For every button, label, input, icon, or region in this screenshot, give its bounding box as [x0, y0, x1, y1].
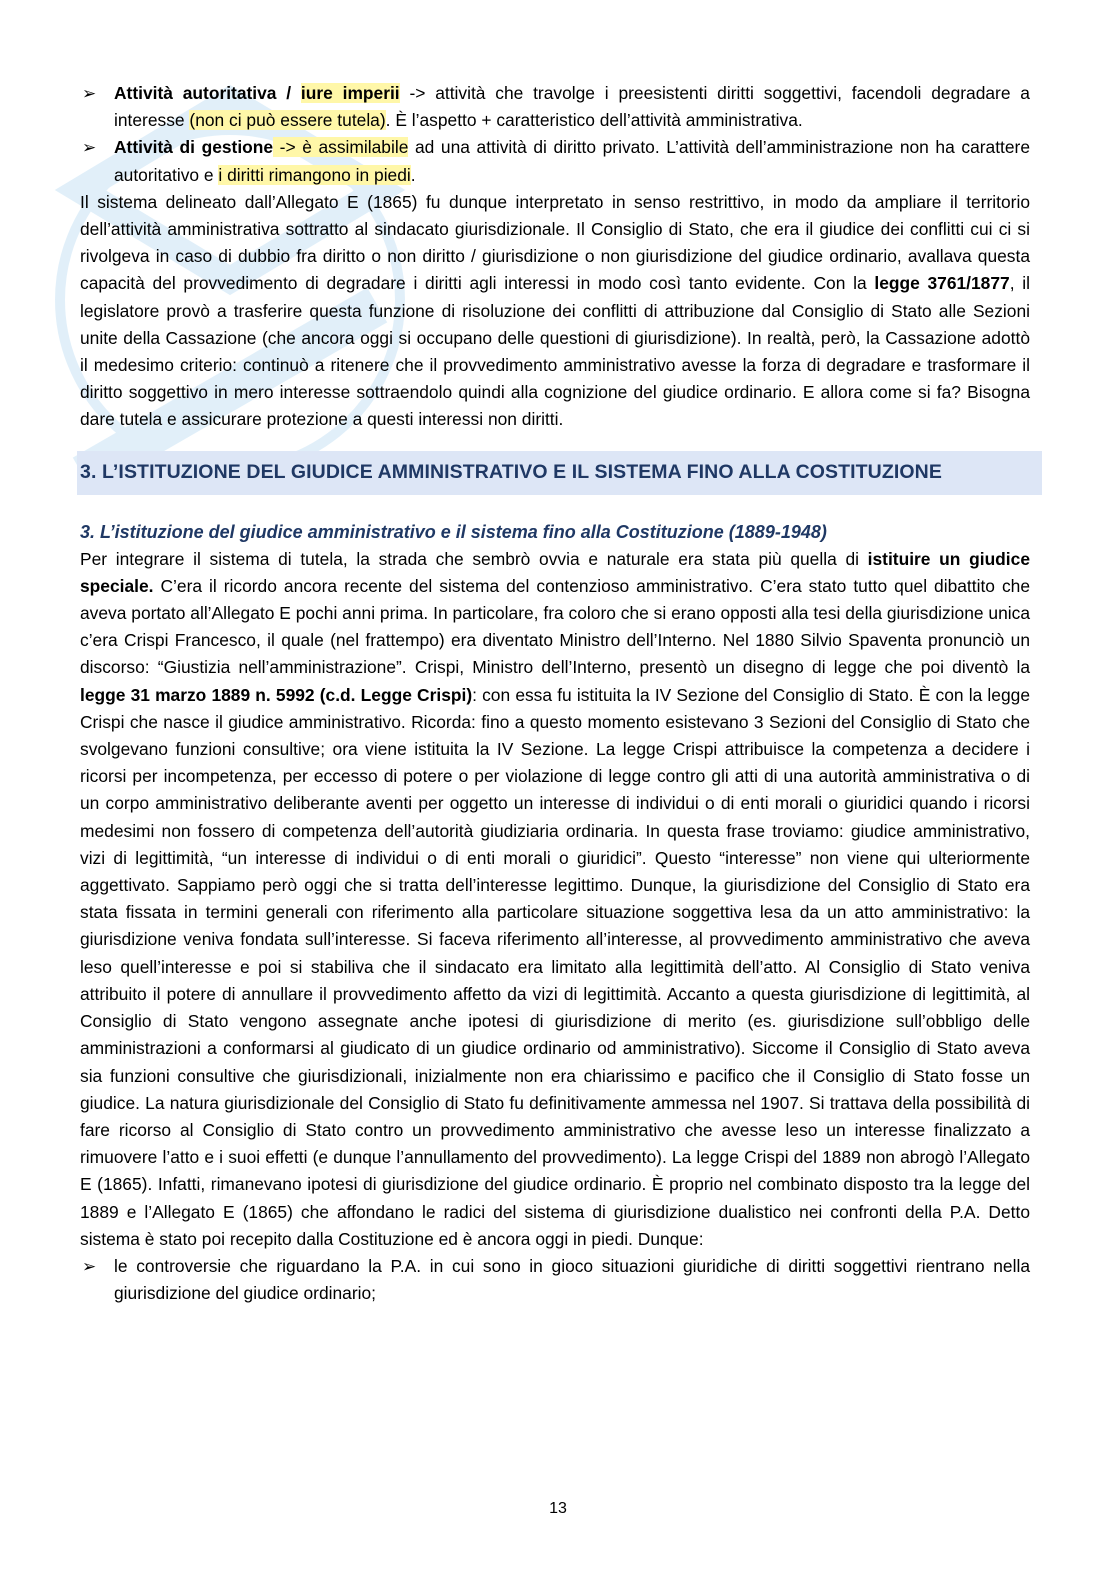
- bold-text: iure imperii: [300, 83, 400, 103]
- bold-text: Attività di gestione: [114, 137, 274, 158]
- text-run: -> attività che travolge i preesistenti diritti soggettivi, facendoli degradare a interesse: [114, 83, 1030, 131]
- text-run: i diritti rimangono in piedi: [218, 164, 411, 185]
- text-run: Per integrare il sistema di tutela, la strada che sembrò ovvia e naturale era stata più quella di: [80, 548, 868, 569]
- bold-text: Attività autoritativa /: [114, 83, 301, 103]
- text-run: le controversie che riguardano la P.A. in cui sono in gioco situazioni giuridiche di diritti soggettivi rientrano nella giurisdizione del giudice ordinario;: [114, 1255, 1030, 1304]
- text-run: Il sistema delineato dall’Allegato E (1865) fu dunque interpretato in senso restrittivo, in modo da ampliare il territorio dell’attività amministrativa sottratto al sindacato giurisdizionale. Il Consiglio di Stato, che era il giudice dei conflitti cui ci si rivolgeva in caso di dubbio fra diritto o non diritto / giurisdizione o non giurisdizione del giudice ordinario, avallava questa capacità del provvedimento di degradare i diritti agli interessi in modo così tanto evidente. Con la: [80, 191, 1030, 294]
- page-number: 13: [549, 1500, 567, 1517]
- section-heading: 3. L’ISTITUZIONE DEL GIUDICE AMMINISTRATIVO E IL SISTEMA FINO ALLA COSTITUZIONE: [80, 461, 942, 484]
- bold-text: legge 31 marzo 1889 n. 5992 (c.d. Legge Crispi): [80, 684, 473, 705]
- arrow-bullet-icon: ➢: [82, 1256, 97, 1276]
- text-run: . È l’aspetto + caratteristico dell’attività amministrativa.: [385, 110, 803, 131]
- section-subtitle: 3. L’istituzione del giudice amministrativo e il sistema fino alla Costituzione (1889-1948): [80, 521, 827, 542]
- bullet-item: [80, 1253, 1030, 1307]
- bullet-list-jurisdiction: [80, 1253, 1030, 1307]
- bullet-item: [80, 80, 1030, 134]
- paragraph-allegato-e: [80, 189, 1030, 434]
- text-run: : con essa fu istituita la IV Sezione del Consiglio di Stato. È con la legge Crispi che nasce il giudice amministrativo. Ricorda: fino a questo momento esistevano 3 Sezioni del Consiglio di Stato che svolgevano funzioni consultive; ora viene istituita la IV Sezione. La legge Crispi attribuisce la competenza a decidere i ricorsi per incompetenza, per eccesso di potere o per violazione di legge contro gli atti di una autorità amministrativa o di un corpo amministrativo deliberante aventi per oggetto un interesse di individui o di enti morali o giuridici quando i ricorsi medesimi non fossero di competenza dell’autorità giudiziaria ordinaria. In questa frase troviamo: giudice amministrativo, vizi di legittimità, “un interesse di individui o di enti morali o giuridici”. Questo “interesse” non viene qui ulteriormente aggettivato. Sappiamo però oggi che si tratta dell’interesse legittimo. Dunque, la giurisdizione del Consiglio di Stato era stata fissata in termini generali con riferimento alla particolare situazione soggettiva lesa da un atto amministrativo: la giurisdizione veniva fondata sull’interesse. Si faceva riferimento all’interesse, al provvedimento amministrativo che aveva leso quell’interesse e poi si stabiliva che il sindacato era limitato alla legittimità dell’atto. Al Consiglio di Stato veniva attribuito il potere di annullare il provvedimento affetto da vizi di legittimità. Accanto a questa giurisdizione di legittimità, al Consiglio di Stato vengono assegnate anche ipotesi di giurisdizione di merito (es. giurisdizione sull’obbligo delle amministrazioni a conformarsi al giudicato di un giudice ordinario od amministrativo). Siccome il Consiglio di Stato aveva sia funzioni consultive che giurisdizionali, inizialmente non era chiarissimo e pacifico che il Consiglio di Stato fosse un giudice. La natura giurisdizionale del Consiglio di Stato fu definitivamente ammessa nel 1907. Si trattava della possibilità di fare ricorso al Consiglio di Stato contro un provvedimento amministrativo che avesse leso un interesse finalizzato a rimuovere l’atto e i suoi effetti (e dunque l’annullamento del provvedimento). La legge Crispi del 1889 non abrogò l’Allegato E (1865). Infatti, rimanevano ipotesi di giurisdizione del giudice ordinario. È proprio nel combinato disposto tra la legge del 1889 e l’Allegato E (1865) che affondano le radici del sistema di giurisdizione dualistico nei confronti della P.A. Detto sistema è stato poi recepito dalla Costituzione ed è ancora oggi in piedi. Dunque:: [80, 684, 1030, 1249]
- text-run: (non ci può essere tutela): [189, 110, 386, 131]
- text-run: ad una attività di diritto privato. L’attività dell’amministrazione non ha carattere autoritativo e: [114, 137, 1030, 185]
- bold-text: istituire un giudice speciale.: [80, 548, 1030, 596]
- paragraph-legge-crispi: [80, 546, 1030, 1253]
- bullet-list-activity-types: [80, 80, 1030, 189]
- bullet-item: [80, 134, 1030, 188]
- text-run: -> è assimilabile: [273, 137, 409, 158]
- text-run: , il legislatore provò a trasferire questa funzione di risoluzione dei conflitti di attribuzione dal Consiglio di Stato alle Sezioni unite della Cassazione (che ancora oggi si occupano delle questioni di giurisdizione). In realtà, però, la Cassazione adottò il medesimo criterio: continuò a ritenere che il provvedimento amministrativo avesse la forza di degradare e trasformare il diritto soggettivo in mero interesse sottraendolo quindi alla cognizione del giudice ordinario. E allora come si fa? Bisogna dare tutela e assicurare protezione a questi interessi non diritti.: [80, 273, 1030, 430]
- arrow-bullet-icon: ➢: [82, 84, 97, 103]
- page-content: [80, 80, 1030, 1307]
- text-run: C’era il ricordo ancora recente del sistema del contenzioso amministrativo. C’era stato tutto quel dibattito che aveva portato all’Allegato E pochi anni prima. In particolare, fra coloro che si erano opposti alla tesi della giurisdizione unica c’era Crispi Francesco, il quale (nel frattempo) era diventato Ministro dell’Interno. Nel 1880 Silvio Spaventa pronunciò un discorso: “Giustizia nell’amministrazione”. Crispi, Ministro dell’Interno, presentò un disegno di legge che poi diventò la: [80, 575, 1030, 678]
- bold-text: legge 3761/1877: [874, 273, 1010, 294]
- text-run: .: [410, 164, 416, 185]
- arrow-bullet-icon: ➢: [82, 138, 97, 158]
- section-heading-band: [77, 451, 1042, 495]
